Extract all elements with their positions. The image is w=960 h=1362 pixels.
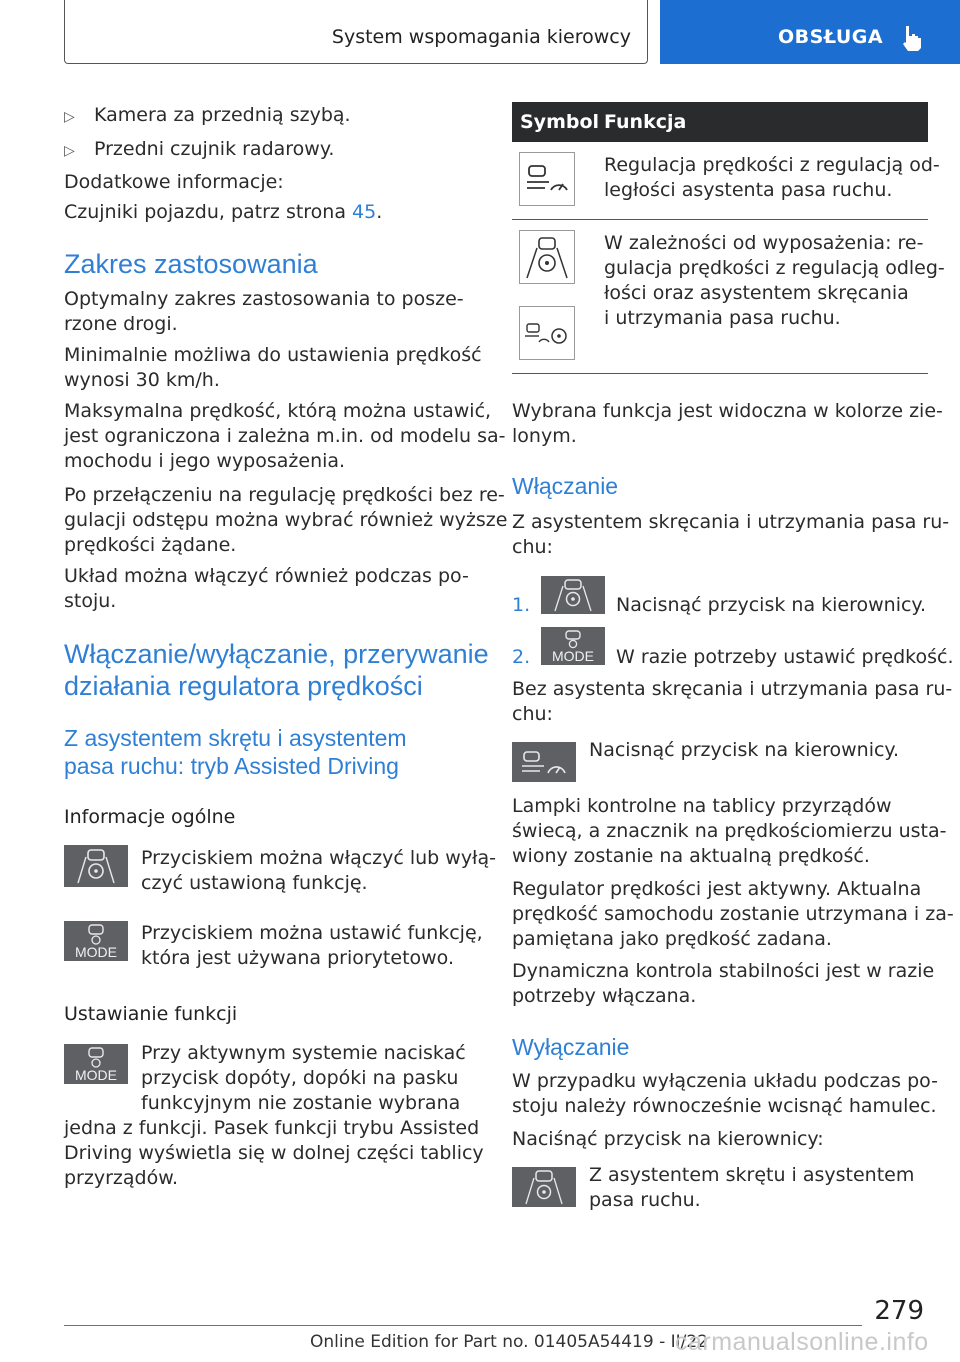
col-symbol: Symbol — [520, 111, 600, 133]
paragraph-line: Minimalnie możliwa do ustawienia prędkość — [64, 344, 482, 366]
paragraph-line: jest ograniczona i zależna m.in. od modelu sa- — [64, 425, 506, 447]
chapter-tab[interactable] — [660, 0, 960, 64]
paragraph-line: mochodu i jego wyposażenia. — [64, 450, 346, 472]
steering-assist-icon — [541, 576, 605, 614]
table-divider — [512, 219, 928, 220]
step-text: W razie potrzeby ustawić prędkość. — [616, 646, 954, 668]
table-cell-line: gulacja prędkości z regulacją odleg- — [604, 257, 945, 279]
bullet-item: Przedni czujnik radarowy. — [94, 138, 335, 160]
paragraph-line: jedna z funkcji. Pasek funkcji trybu Assisted — [64, 1117, 480, 1139]
footer-rule — [64, 1325, 862, 1326]
paragraph-line: gulacji odstępu można wybrać również wyższe — [64, 509, 508, 531]
sensors-suffix: . — [376, 201, 383, 223]
edition-text: Online Edition for Part no. 01405A54419 - II/22 — [310, 1332, 709, 1352]
paragraph-line: Przyciskiem można włączyć lub wyłą- — [141, 847, 496, 869]
page-number: 279 — [874, 1296, 924, 1326]
paragraph-line: Optymalny zakres zastosowania to posze- — [64, 288, 464, 310]
paragraph-line: przycisk dopóty, dopóki na pasku — [141, 1067, 459, 1089]
paragraph-line: Lampki kontrolne na tablicy przyrządów — [512, 795, 892, 817]
sensors-text: Czujniki pojazdu, patrz strona — [64, 201, 346, 223]
paragraph-line: prędkości żądane. — [64, 534, 237, 556]
paragraph-line: stoju. — [64, 590, 117, 612]
paragraph-line: Naciśnąć przycisk na kierownicy: — [512, 1128, 824, 1150]
paragraph-line: Bez asystenta skręcania i utrzymania pasa ru- — [512, 678, 953, 700]
table-header — [512, 102, 928, 142]
paragraph-line: rzone drogi. — [64, 313, 178, 335]
paragraph-line: chu: — [512, 703, 553, 725]
paragraph-line: Przyciskiem można ustawić funkcję, — [141, 922, 483, 944]
mode-button-icon — [64, 921, 128, 961]
paragraph-line: chu: — [512, 536, 553, 558]
paragraph-line: pasa ruchu. — [589, 1189, 701, 1211]
paragraph-line: czyć ustawioną funkcję. — [141, 872, 368, 894]
paragraph-line: Driving wyświetla się w dolnej części tablicy — [64, 1142, 484, 1164]
paragraph-line: Dynamiczna kontrola stabilności jest w razie — [512, 960, 935, 982]
header-box — [64, 0, 648, 64]
distance-control-icon — [512, 742, 576, 782]
paragraph-line: Po przełączeniu na regulację prędkości bez re- — [64, 484, 505, 506]
steering-assist-icon — [64, 845, 128, 887]
bullet-arrow-icon: ▷ — [64, 109, 75, 125]
table-cell-line: W zależności od wyposażenia: re- — [604, 232, 924, 254]
chapter-tab-label: OBSŁUGA — [778, 26, 884, 48]
table-cell-line: i utrzymania pasa ruchu. — [604, 307, 841, 329]
paragraph-line: Przy aktywnym systemie naciskać — [141, 1042, 466, 1064]
table-cell-line: ległości asystenta pasa ruchu. — [604, 179, 893, 201]
step-number: 2. — [512, 646, 531, 668]
paragraph-line: pamiętana jako prędkość zadana. — [512, 928, 832, 950]
table-divider — [512, 373, 928, 374]
heading-assisted-cont: pasa ruchu: tryb Assisted Driving — [64, 753, 399, 779]
distance-steering-icon — [519, 306, 575, 360]
bullet-item: Kamera za przednią szybą. — [94, 104, 351, 126]
paragraph-line: W przypadku wyłączenia układu podczas po- — [512, 1070, 938, 1092]
heading-on: Włączanie — [512, 473, 619, 499]
paragraph-line: potrzeby włączana. — [512, 985, 697, 1007]
paragraph-line: stoju należy równocześnie wcisnąć hamulec. — [512, 1095, 937, 1117]
table-cell-line: Regulacja prędkości z regulacją od- — [604, 154, 940, 176]
paragraph-line: funkcyjnym nie zostanie wybrana — [141, 1092, 461, 1114]
steering-assist-icon — [512, 1167, 576, 1207]
paragraph-line: Wybrana funkcja jest widoczna w kolorze zie- — [512, 400, 943, 422]
mode-button-icon — [64, 1044, 128, 1084]
paragraph-line: wiony zostanie na aktualną prędkość. — [512, 845, 870, 867]
heading-onoff: Włączanie/wyłączanie, przerywanie — [64, 639, 489, 669]
mode-label: MODE — [75, 944, 117, 960]
heading-scope: Zakres zastosowania — [64, 249, 318, 279]
paragraph-line: Układ można włączyć również podczas po- — [64, 565, 469, 587]
paragraph-line: Z asystentem skręcania i utrzymania pasa ru- — [512, 511, 950, 533]
paragraph-line: świecą, a znacznik na prędkościomierzu usta- — [512, 820, 947, 842]
heading-general: Informacje ogólne — [64, 806, 236, 828]
paragraph-line: Maksymalna prędkość, którą można ustawić, — [64, 400, 492, 422]
paragraph-line: prędkość samochodu zostanie utrzymana i za- — [512, 903, 954, 925]
pointing-hand-icon — [900, 24, 924, 52]
paragraph-line: Nacisnąć przycisk na kierownicy. — [589, 739, 900, 761]
sensors-reference — [64, 199, 382, 225]
table-cell-line: łości oraz asystentem skręcania — [604, 282, 909, 304]
page-link[interactable]: 45 — [352, 201, 377, 223]
col-function: Funkcja — [604, 111, 687, 133]
heading-setting: Ustawianie funkcji — [64, 1003, 238, 1025]
steering-assist-icon — [519, 230, 575, 284]
heading-off: Wyłączanie — [512, 1034, 630, 1060]
heading-onoff-cont: działania regulatora prędkości — [64, 671, 423, 701]
paragraph-line: Regulator prędkości jest aktywny. Aktualna — [512, 878, 922, 900]
paragraph-line: Z asystentem skrętu i asystentem — [589, 1164, 915, 1186]
paragraph-line: wynosi 30 km/h. — [64, 369, 220, 391]
distance-control-icon — [519, 152, 575, 206]
watermark-text: carmanualsonline.info — [675, 1328, 929, 1356]
bullet-arrow-icon: ▷ — [64, 143, 75, 159]
mode-label: MODE — [75, 1067, 117, 1083]
paragraph-line: lonym. — [512, 425, 577, 447]
heading-assisted: Z asystentem skrętu i asystentem — [64, 725, 407, 751]
step-number: 1. — [512, 594, 531, 616]
more-info-label: Dodatkowe informacje: — [64, 171, 284, 193]
mode-label: MODE — [552, 648, 594, 664]
paragraph-line: przyrządów. — [64, 1167, 179, 1189]
section-title: System wspomagania kierowcy — [331, 26, 631, 48]
mode-button-icon — [541, 627, 605, 665]
step-text: Nacisnąć przycisk na kierownicy. — [616, 594, 927, 616]
paragraph-line: która jest używana priorytetowo. — [141, 947, 455, 969]
